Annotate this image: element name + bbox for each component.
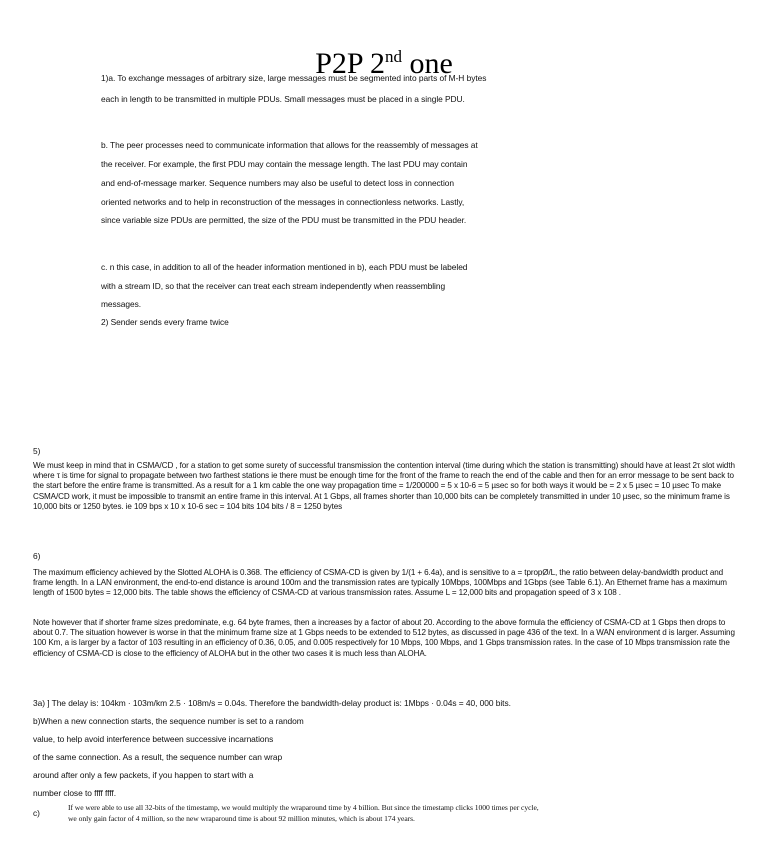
- title-main: P2P 2: [315, 47, 385, 80]
- q1b-line-1: b. The peer processes need to communicate information that allows for the reassembly of messages at: [101, 140, 478, 150]
- q5-heading: 5): [33, 446, 41, 456]
- q3b-line-4: around after only a few packets, if you happen to start with a: [33, 770, 254, 780]
- title-tail: one: [401, 47, 453, 80]
- q3c-label: c): [33, 808, 40, 818]
- q1a-line-2: each in length to be transmitted in multiple PDUs. Small messages must be placed in a single PDU.: [101, 94, 465, 104]
- q1b-line-4: oriented networks and to help in reconstruction of the messages in connectionless networks. Lastly,: [101, 197, 465, 207]
- q2-line: 2) Sender sends every frame twice: [101, 317, 229, 327]
- q3b-line-5: number close to ffff ffff.: [33, 788, 116, 798]
- q3b-line-1: b)When a new connection starts, the sequence number is set to a random: [33, 716, 304, 726]
- q3a-line: 3a) ] The delay is: 104km · 103m/km 2.5 · 108m/s = 0.04s. Therefore the bandwidth-delay product is: 1Mbps · 0.04s = 40, 000 bits.: [33, 698, 511, 708]
- q6-paragraph-2: Note however that if shorter frame sizes predominate, e.g. 64 byte frames, then a increases by a factor of about 20. According to the above formula the efficiency of CSMA-CD at 1 Gbps then drops to about 0.7. The situation however is worse in that the minimum frame size at 1 Gbps needs to be extended to 512 bytes, as discussed in page 436 of the text. In a WAN environment d is larger. Assuming 100 Km, a is larger by a factor of 103 resulting in an efficiency of 0.36, 0.05, and 0.005 respectively for 10 Mbps, 100 Mbps, and 1 Gbps transmission rates. In the case of 10 Mbps transmission rate the efficiency of CSMA-CD is close to the efficiency of ALOHA but in the other two cases it is much less than ALOHA.: [33, 618, 735, 658]
- q1b-line-3: and end-of-message marker. Sequence numbers may also be useful to detect loss in connection: [101, 178, 454, 188]
- q1a-line-1: 1)a. To exchange messages of arbitrary size, large messages must be segmented into parts of M-H bytes: [101, 73, 487, 83]
- q3b-line-3: of the same connection. As a result, the sequence number can wrap: [33, 752, 283, 762]
- q6-paragraph-1: The maximum efficiency achieved by the Slotted ALOHA is 0.368. The efficiency of CSMA-CD is given by 1/(1 + 6.4a), and is sensitive to a = tpropØ/L, the ratio between delay-bandwidth product and frame length. In a LAN environment, the end-to-end distance is around 100m and the transmission rates are typically 10Mbps, 100Mbps and 1Gbps (see Table 6.1). An Ethernet frame has a maximum length of 1500 bytes = 12,000 bits. The table shows the efficiency of CSMA-CD at various transmission rates. Assume L = 12,000 bits and propagation speed of 3 x 108 .: [33, 568, 727, 598]
- q3b-line-2: value, to help avoid interference between successive incarnations: [33, 734, 274, 744]
- title-superscript: nd: [384, 47, 402, 66]
- q3c-line-2: we only gain factor of 4 million, so the new wraparound time is about 92 million minutes, which is about 174 years.: [68, 814, 415, 823]
- q1c-line-1: c. n this case, in addition to all of the header information mentioned in b), each PDU must be labeled: [101, 262, 468, 272]
- q1c-line-2: with a stream ID, so that the receiver can treat each stream independently when reassembling: [101, 281, 446, 291]
- q5-body: We must keep in mind that in CSMA/CD , for a station to get some surety of successful transmission the contention interval (time during which the station is transmitting) should have at least 2τ slot width where τ is time for signal to propagate between two farthest stations ie there must be enough time for the front of the frame to reach the end of the cable and then for an error message to be sent back to the start before the entire frame is transmitted. As a result for a 1 km cable the one way propagation time = 1/200000 = 5 x 10-6 = 5 µsec so for both ways it would be = 2 x 5 µsec = 10 µsec To make CSMA/CD work, it must be impossible to transmit an entire frame in this interval. At 1 Gbps, all frames shorter than 10,000 bits can be completely transmitted in under 10 µsec, so the minimum frame is 10,000 bits or 1250 bytes. ie 109 bps x 10 x 10-6 sec = 104 bits 104 bits / 8 = 1250 bytes: [33, 461, 735, 511]
- q1b-line-2: the receiver. For example, the first PDU may contain the message length. The last PDU may contain: [101, 159, 468, 169]
- q3c-line-1: If we were able to use all 32-bits of the timestamp, we would multiply the wraparound time by 4 billion. But since the timestamp clicks 1000 times per cycle,: [68, 803, 539, 812]
- q1c-line-3: messages.: [101, 299, 142, 309]
- q1b-line-5: since variable size PDUs are permitted, the size of the PDU must be transmitted in the PDU header.: [101, 215, 467, 225]
- q6-heading: 6): [33, 551, 41, 561]
